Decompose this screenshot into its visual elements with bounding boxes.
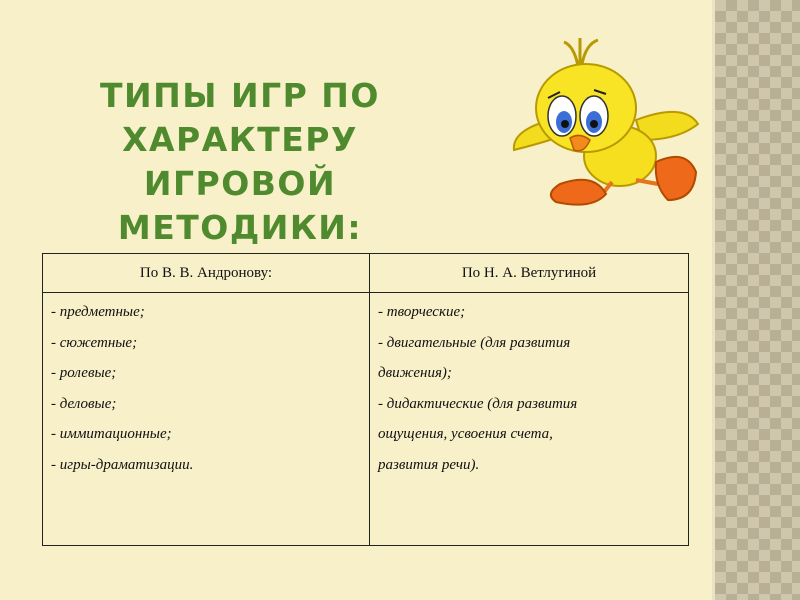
list-item: - деловые;	[51, 395, 117, 412]
title-line: ТИПЫ ИГР ПО	[100, 76, 380, 115]
title-line: МЕТОДИКИ:	[117, 208, 363, 247]
title-line: ХАРАКТЕРУ ИГРОВОЙ	[122, 120, 358, 203]
list-item: - дидактические (для развития	[378, 395, 578, 412]
list-item: - творческие;	[378, 304, 466, 320]
list-item: движения);	[378, 365, 452, 381]
list-item: ощущения, усвоения счета,	[378, 426, 553, 442]
list-item: - предметные;	[51, 304, 145, 320]
list-item: развития речи).	[378, 456, 480, 473]
list-item: - сюжетные;	[51, 334, 138, 351]
list-item: - ролевые;	[51, 365, 117, 381]
table-row	[43, 293, 689, 546]
table-header-andronov: По В. В. Андронову:	[43, 254, 370, 293]
game-types-table	[42, 253, 689, 546]
table-header-vetlugina: По Н. А. Ветлугиной	[370, 254, 689, 293]
list-item: - двигательные (для развития	[378, 334, 571, 351]
list-item: - игры-драматизации.	[51, 456, 194, 473]
table-cell-vetlugina	[370, 293, 689, 546]
cartoon-bird-icon	[508, 36, 708, 214]
list-item: - иммитационные;	[51, 426, 172, 442]
slide-title	[20, 74, 460, 250]
decorative-side-pattern	[712, 0, 800, 600]
table-cell-andronov	[43, 293, 370, 546]
table-header-row	[43, 254, 689, 293]
